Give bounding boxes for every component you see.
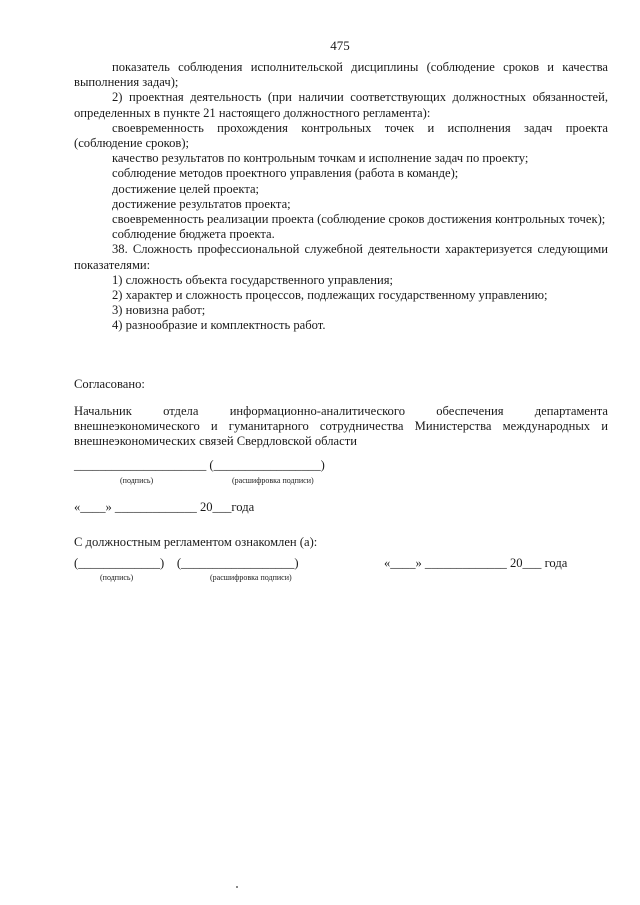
- familiarization-label: С должностным регламентом ознакомлен (а):: [74, 535, 318, 549]
- familiarization-date-line: «____» _____________ 20___ года: [384, 556, 568, 570]
- paragraph: 1) сложность объекта государственного управления;: [112, 272, 394, 287]
- scan-speck: [236, 886, 238, 888]
- paragraph: своевременность реализации проекта (соблюдение сроков достижения контрольных точек);: [112, 212, 606, 227]
- page-number: 475: [330, 38, 350, 53]
- regulation-text: [74, 60, 608, 334]
- paragraph: 38. Сложность профессиональной служебной деятельности характеризуется следующими показателями:: [74, 242, 608, 272]
- approval-signature-line: _____________________ (_________________): [74, 458, 325, 472]
- paragraph: качество результатов по контрольным точкам и исполнение задач по проекту;: [112, 151, 529, 166]
- familiarization-signature-line: (_____________) (__________________): [74, 556, 299, 570]
- paragraph: 3) новизна работ;: [112, 303, 206, 318]
- familiarization-signature-caption: (подпись): [100, 573, 134, 582]
- approval-decryption-caption: (расшифровка подписи): [232, 476, 314, 485]
- position-title: Начальник отдела информационно-аналитического обеспечения департамента внешнеэкономического и гуманитарного сотрудничества Министерства международных и внешнеэкономических связей Свердловской области: [74, 404, 608, 449]
- familiarization-decryption-caption: (расшифровка подписи): [210, 573, 292, 582]
- paragraph: достижение целей проекта;: [112, 181, 260, 196]
- approval-date-line: «____» _____________ 20___года: [74, 500, 255, 514]
- agreed-label: Согласовано:: [74, 377, 145, 391]
- approval-signature-caption: (подпись): [120, 476, 154, 485]
- paragraph: своевременность прохождения контрольных точек и исполнения задач проекта (соблюдение сроков);: [74, 120, 608, 151]
- paragraph: 2) характер и сложность процессов, подлежащих государственному управлению;: [112, 288, 548, 303]
- paragraph: 2) проектная деятельность (при наличии соответствующих должностных обязанностей, определенных в пункте 21 настоящего должностного регламента):: [74, 90, 608, 120]
- paragraph: 4) разнообразие и комплектность работ.: [112, 318, 326, 333]
- paragraph: достижение результатов проекта;: [112, 196, 291, 211]
- paragraph: соблюдение бюджета проекта.: [112, 227, 275, 242]
- paragraph: показатель соблюдения исполнительской дисциплины (соблюдение сроков и качества выполнения задач);: [74, 60, 608, 90]
- paragraph: соблюдение методов проектного управления (работа в команде);: [112, 166, 459, 181]
